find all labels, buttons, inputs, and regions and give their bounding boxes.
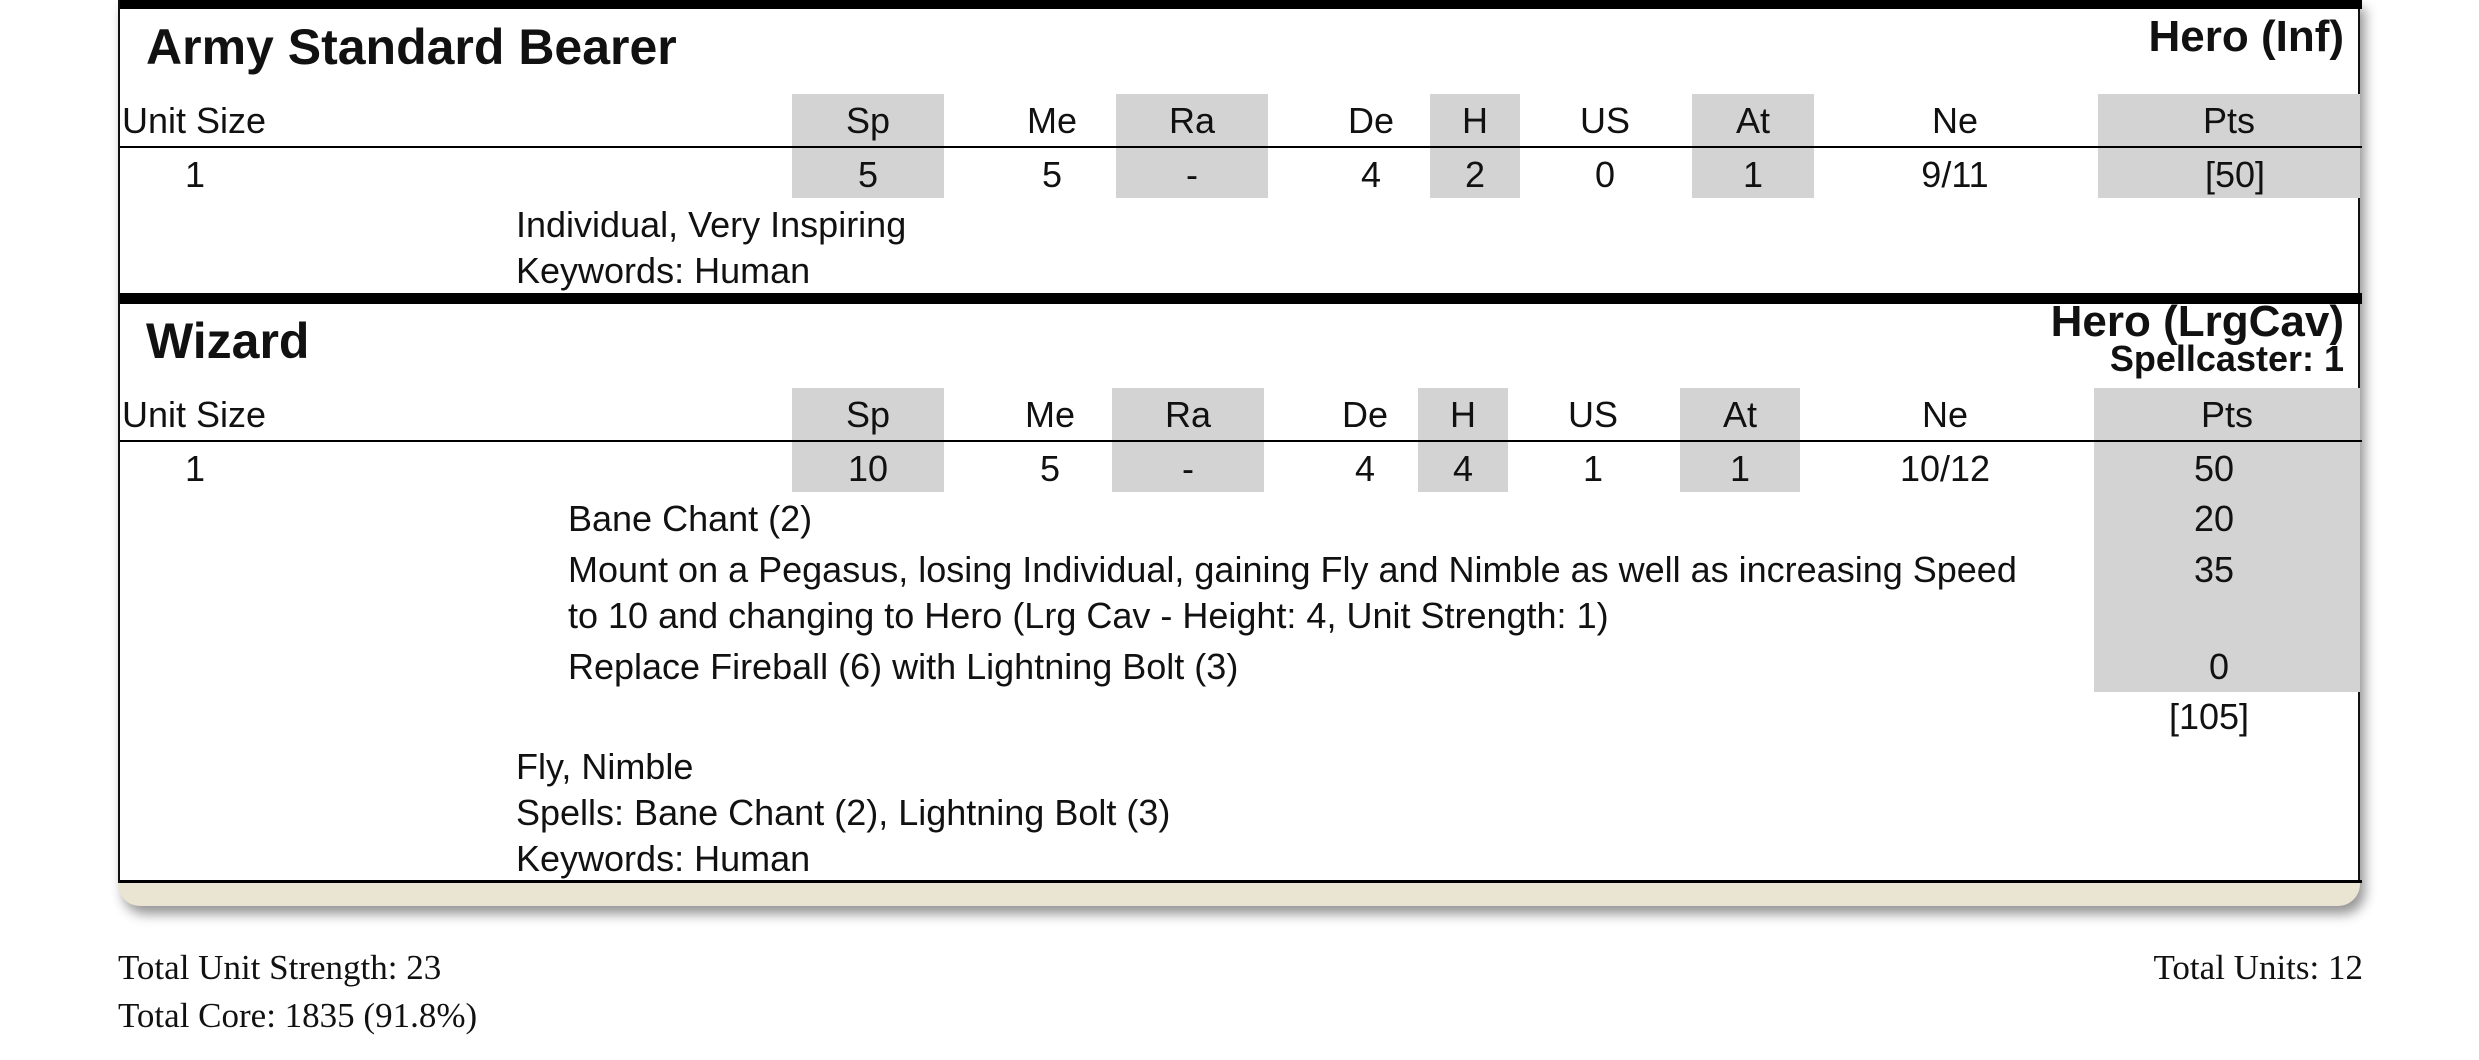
army-list-panel	[118, 0, 2360, 883]
total-units: Total Units: 12	[2153, 948, 2363, 987]
header-h: H	[1462, 100, 1488, 141]
header-ne: Ne	[1931, 100, 1979, 141]
header-pts: Pts	[2202, 100, 2255, 141]
unit-total-pts: [105]	[2168, 696, 2250, 737]
unit-keywords: Keywords: Human	[516, 838, 811, 879]
option-text: Replace Fireball (6) with Lightning Bolt (3)	[568, 646, 1239, 687]
option-pts: 35	[2193, 549, 2235, 590]
unit-type: Hero (Inf)	[2148, 12, 2344, 61]
header-h: H	[1450, 394, 1476, 435]
option-pts: 20	[2193, 498, 2235, 539]
option-text: Mount on a Pegasus, losing Individual, gaining Fly and Nimble as well as increasing Speed	[568, 549, 2017, 590]
header-me: Me	[1024, 394, 1075, 435]
stat-ra: -	[1186, 154, 1198, 195]
unit-spells: Spells: Bane Chant (2), Lightning Bolt (3)	[516, 792, 1171, 833]
unit-name: Army Standard Bearer	[146, 19, 677, 75]
header-unit-size: Unit Size	[122, 394, 267, 435]
stat-unit-size: 1	[184, 154, 206, 195]
total-unit-strength: Total Unit Strength: 23	[118, 948, 442, 987]
unit-spellcaster: Spellcaster: 1	[2109, 338, 2344, 379]
header-at: At	[1735, 100, 1770, 141]
header-unit-size: Unit Size	[122, 100, 267, 141]
stat-de: 4	[1354, 448, 1376, 489]
unit-type: Hero (LrgCav)	[2050, 297, 2344, 346]
header-us: US	[1567, 394, 1618, 435]
option-text-continued: to 10 and changing to Hero (Lrg Cav - Height: 4, Unit Strength: 1)	[568, 595, 1609, 636]
header-de: De	[1347, 100, 1395, 141]
stat-h: 2	[1464, 154, 1486, 195]
unit-divider	[120, 293, 2362, 304]
stat-unit-size: 1	[184, 448, 206, 489]
sheet-bottom-rule	[120, 880, 2362, 883]
header-at: At	[1722, 394, 1757, 435]
unit-special-rules: Fly, Nimble	[516, 746, 694, 787]
header-us: US	[1579, 100, 1630, 141]
option-pts: 0	[2208, 646, 2230, 687]
stat-me: 5	[1041, 154, 1063, 195]
header-rule	[120, 146, 2362, 148]
header-rule	[120, 440, 2362, 442]
unit-name: Wizard	[146, 313, 310, 369]
stat-at: 1	[1742, 154, 1764, 195]
stat-ne: 10/12	[1899, 448, 1991, 489]
stat-pts: 50	[2193, 448, 2235, 489]
stat-us: 0	[1594, 154, 1616, 195]
stat-sp: 10	[847, 448, 889, 489]
stat-at: 1	[1729, 448, 1751, 489]
stat-ra: -	[1182, 448, 1194, 489]
unit-divider	[120, 0, 2362, 9]
total-core: Total Core: 1835 (91.8%)	[118, 996, 478, 1035]
header-de: De	[1341, 394, 1389, 435]
stat-me: 5	[1039, 448, 1061, 489]
header-ne: Ne	[1921, 394, 1969, 435]
stat-h: 4	[1452, 448, 1474, 489]
header-pts: Pts	[2200, 394, 2253, 435]
header-ra: Ra	[1168, 100, 1216, 141]
stat-pts: [50]	[2204, 154, 2266, 195]
stat-sp: 5	[857, 154, 879, 195]
header-ra: Ra	[1164, 394, 1212, 435]
stat-ne: 9/11	[1921, 154, 1989, 195]
unit-keywords: Keywords: Human	[516, 250, 811, 291]
header-sp: Sp	[845, 394, 891, 435]
stat-de: 4	[1360, 154, 1382, 195]
header-sp: Sp	[845, 100, 891, 141]
option-text: Bane Chant (2)	[568, 498, 813, 539]
stat-us: 1	[1582, 448, 1604, 489]
army-list-sheet	[118, 0, 2360, 906]
header-me: Me	[1026, 100, 1077, 141]
unit-special-rules: Individual, Very Inspiring	[516, 204, 907, 245]
